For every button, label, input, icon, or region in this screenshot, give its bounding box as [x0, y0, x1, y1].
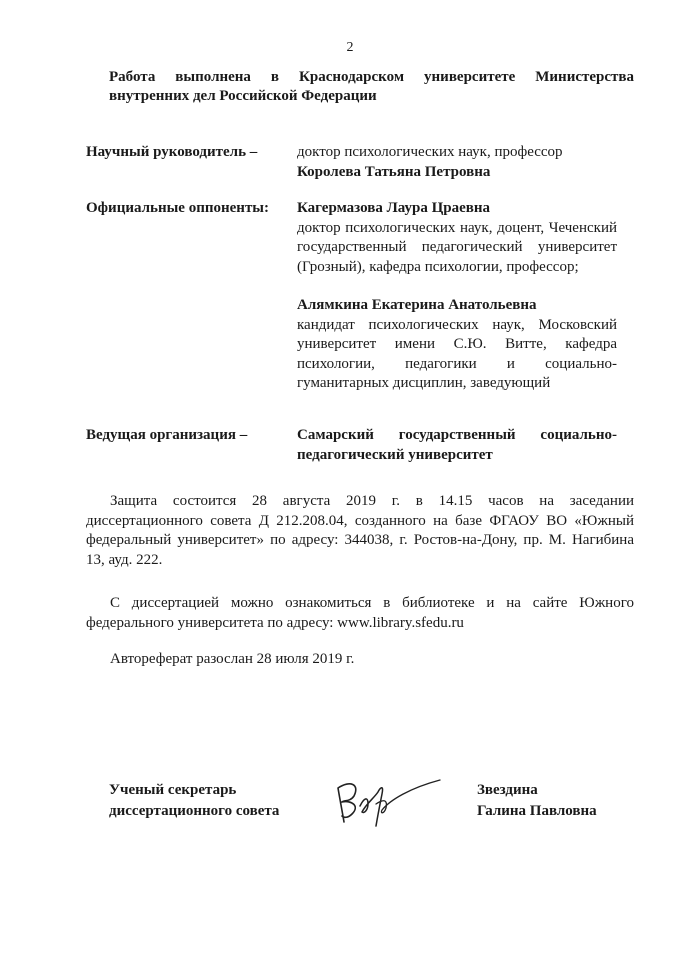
leading-org-label: Ведущая организация –	[86, 427, 248, 443]
supervisor-name: Королева Татьяна Петровна	[297, 163, 491, 180]
leading-org-name: Самарский государственный социально-педагогический университет	[297, 427, 617, 463]
opponent-name: Кагермазова Лаура Цраевна	[297, 200, 491, 216]
defense-text: Защита состоится 28 августа 2019 г. в 14.15 часов на заседании диссертационного совета Д 212.208.04, созданного на базе ФГАОУ ВО «Южный федеральный университет» по адресу: 344038, г. Ростов-на-Дону, пр. М. Нагибина 13, ауд. 222.	[86, 493, 634, 569]
secretary-given-names: Галина Павловна	[477, 803, 597, 819]
sent-paragraph	[86, 650, 634, 670]
secretary-title-line2: диссертационного совета	[109, 803, 280, 819]
library-paragraph	[86, 594, 634, 633]
supervisor-degree: доктор психологических наук, профессор	[297, 144, 563, 160]
opponent-name: Алямкина Екатерина Анатольевна	[297, 297, 537, 313]
opponent-details: кандидат психологических наук, Московский университет имени С.Ю. Витте, кафедра психологии, педагогики и социально-гуманитарных дисциплин, заведующий	[297, 316, 617, 391]
opponents-info	[297, 199, 617, 394]
sent-text: Автореферат разослан 28 июля 2019 г.	[110, 651, 355, 667]
secretary-surname: Звездина	[477, 782, 538, 798]
library-text: С диссертацией можно ознакомиться в библиотеке и на сайте Южного федерального университета по адресу: www.library.sfedu.ru	[86, 595, 634, 631]
supervisor-label: Научный руководитель –	[86, 144, 258, 160]
opponent-details: доктор психологических наук, доцент, Чеченский государственный педагогический университет (Грозный), кафедра психологии, профессор;	[297, 219, 617, 275]
page-number: 2	[346, 40, 354, 55]
secretary-title-line1: Ученый секретарь	[109, 782, 237, 798]
secretary-title	[109, 780, 279, 822]
institution-statement: Работа выполнена в Краснодарском университете Министерства внутренних дел Российской Федерации	[109, 69, 634, 104]
secretary-name	[477, 780, 597, 822]
defense-paragraph	[86, 492, 634, 571]
handwritten-signature	[330, 770, 450, 830]
opponents-label: Официальные оппоненты:	[86, 200, 270, 216]
supervisor-info	[297, 143, 630, 182]
